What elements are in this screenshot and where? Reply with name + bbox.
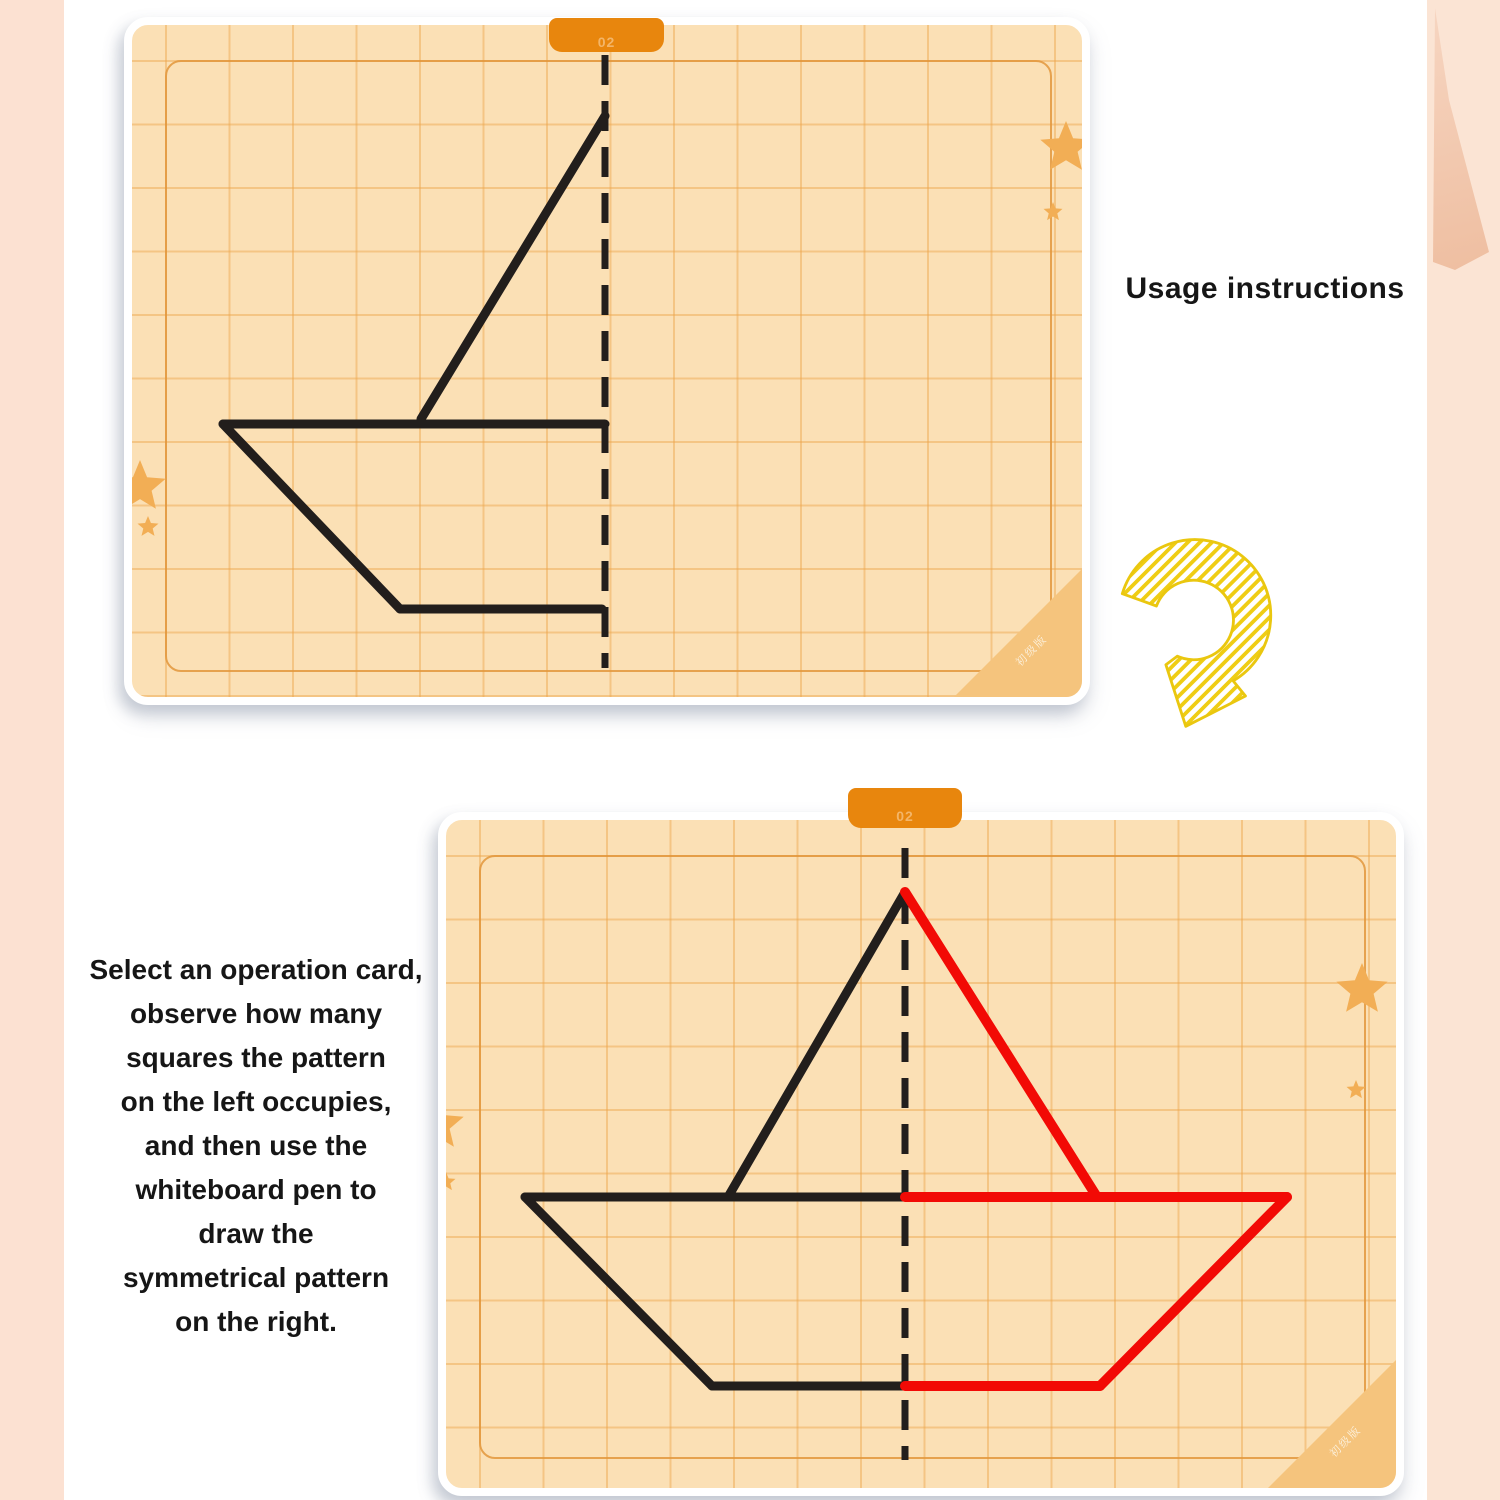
instruction-line: and then use the: [144, 1130, 368, 1161]
instruction-line: on the right.: [175, 1306, 337, 1337]
instruction-line: whiteboard pen to: [135, 1174, 377, 1205]
operation-card-completed: [438, 812, 1404, 1496]
page-title: Usage instructions: [1125, 272, 1405, 305]
left-pink-strip: [0, 0, 64, 1500]
instruction-line: symmetrical pattern: [122, 1262, 390, 1293]
card-number-label: 02: [896, 808, 914, 824]
operation-card-example: [124, 17, 1090, 705]
instruction-line: squares the pattern: [126, 1042, 386, 1073]
instruction-text: [72, 948, 440, 1344]
svg-text:初级版: 初级版: [1327, 1423, 1364, 1460]
card-number-label: 02: [597, 34, 616, 50]
instruction-line: observe how many: [129, 998, 383, 1029]
instruction-line: on the left occupies,: [120, 1086, 392, 1117]
instruction-line: Select an operation card,: [89, 954, 423, 985]
half-boat-drawing: [132, 25, 1082, 697]
svg-text:初级版: 初级版: [1013, 632, 1050, 669]
curved-arrow-icon: [1110, 503, 1290, 745]
full-boat-drawing: [446, 820, 1396, 1488]
right-peach-strip: [1427, 0, 1500, 1500]
corner-fold-shape: [1427, 0, 1500, 280]
instruction-line: draw the: [198, 1218, 314, 1249]
card-number-tab: [848, 788, 962, 828]
card-number-tab: [549, 18, 664, 52]
